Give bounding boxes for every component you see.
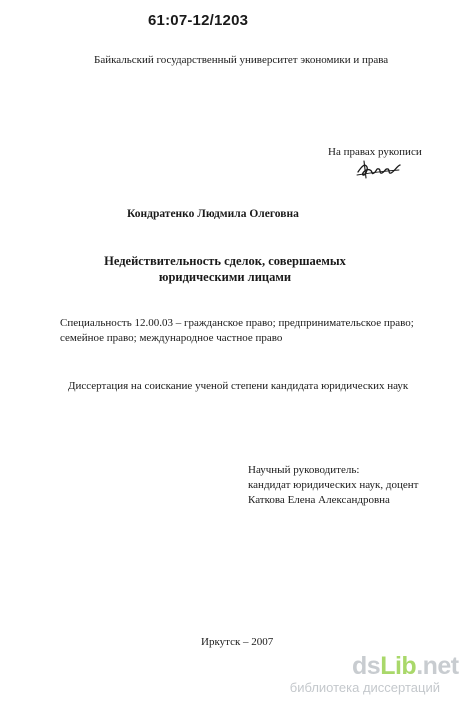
supervisor-line: кандидат юридических наук, доцент bbox=[248, 479, 419, 491]
supervisor-line: Научный руководитель: bbox=[248, 464, 360, 476]
logo-accent: Lib bbox=[380, 652, 417, 680]
registry-code: 61:07-12/1203 bbox=[148, 12, 249, 29]
city-year: Иркутск – 2007 bbox=[201, 636, 274, 648]
watermark-logo bbox=[352, 652, 459, 680]
watermark bbox=[272, 652, 459, 698]
university-name: Байкальский государственный университет экономики и права bbox=[94, 54, 389, 66]
title-line: Недействительность сделок, совершаемых bbox=[104, 254, 346, 268]
dissertation-title bbox=[0, 253, 450, 285]
title-line: юридическими лицами bbox=[158, 270, 292, 284]
watermark-subtitle: библиотека диссертаций bbox=[289, 680, 440, 695]
specialty-line: Специальность 12.00.03 – гражданское право; предпринимательское право; bbox=[60, 317, 414, 329]
logo-prefix: ds bbox=[352, 652, 381, 680]
logo-suffix: .net bbox=[416, 652, 459, 680]
signature-icon bbox=[355, 157, 403, 181]
specialty-line: семейное право; международное частное право bbox=[60, 332, 283, 344]
rights-note: На правах рукописи bbox=[328, 146, 422, 158]
supervisor-block bbox=[248, 463, 418, 508]
supervisor-line: Каткова Елена Александровна bbox=[248, 494, 390, 506]
dissertation-note: Диссертация на соискание ученой степени кандидата юридических наук bbox=[68, 380, 409, 392]
specialty-text bbox=[60, 316, 414, 346]
author-name: Кондратенко Людмила Олеговна bbox=[127, 208, 299, 220]
